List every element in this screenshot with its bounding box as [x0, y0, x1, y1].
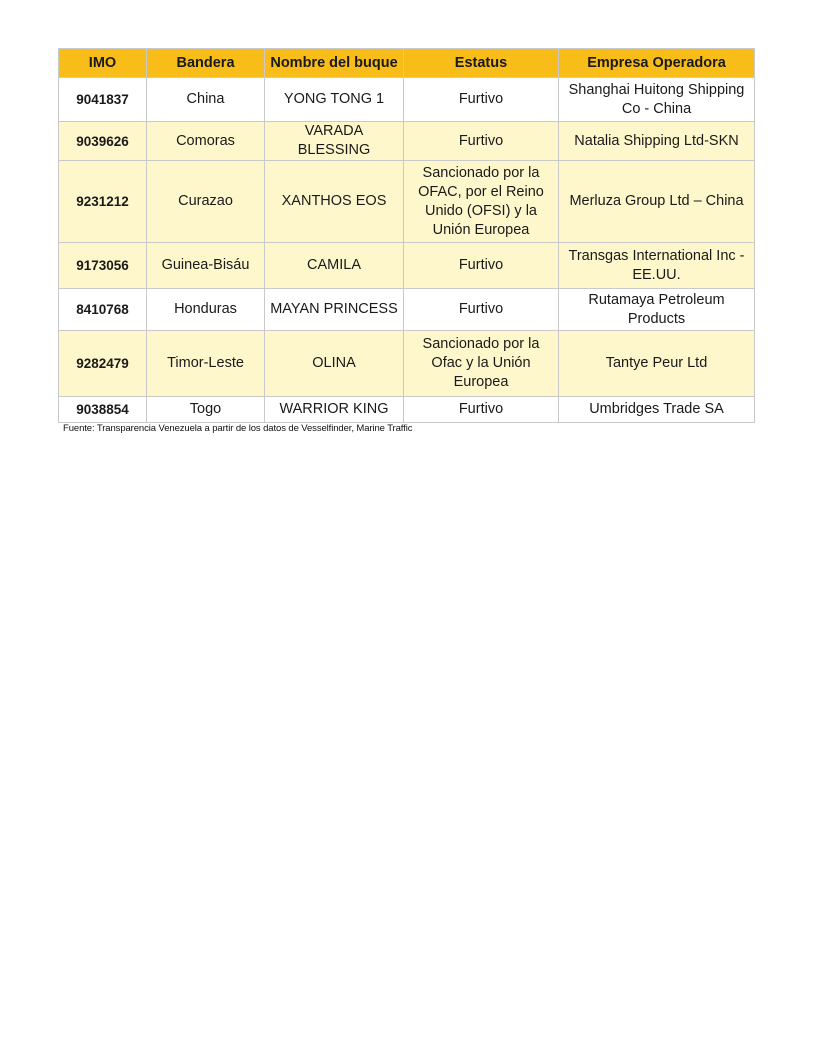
- cell-vessel-name: VARADA BLESSING: [265, 122, 404, 161]
- source-note: Fuente: Transparencia Venezuela a partir de los datos de Vesselfinder, Marine Traffic: [63, 423, 413, 434]
- cell-flag: Togo: [147, 397, 265, 423]
- cell-vessel-name: MAYAN PRINCESS: [265, 289, 404, 331]
- cell-status: Sancionado por la Ofac y la Unión Europea: [404, 331, 559, 397]
- cell-company: Shanghai Huitong Shipping Co - China: [559, 78, 755, 122]
- cell-company: Transgas International Inc - EE.UU.: [559, 243, 755, 289]
- cell-imo: 9173056: [59, 243, 147, 289]
- vessels-table: [58, 48, 755, 423]
- cell-status: Furtivo: [404, 78, 559, 122]
- cell-flag: Guinea-Bisáu: [147, 243, 265, 289]
- cell-imo: 9039626: [59, 122, 147, 161]
- cell-vessel-name: XANTHOS EOS: [265, 161, 404, 243]
- cell-flag: Honduras: [147, 289, 265, 331]
- header-status: Estatus: [404, 49, 559, 78]
- cell-status: Furtivo: [404, 243, 559, 289]
- cell-status: Sancionado por la OFAC, por el Reino Unido (OFSI) y la Unión Europea: [404, 161, 559, 243]
- table-row: [59, 331, 755, 397]
- cell-imo: 9038854: [59, 397, 147, 423]
- cell-company: Tantye Peur Ltd: [559, 331, 755, 397]
- cell-vessel-name: YONG TONG 1: [265, 78, 404, 122]
- cell-imo: 9041837: [59, 78, 147, 122]
- cell-company: Rutamaya Petroleum Products: [559, 289, 755, 331]
- table-row: [59, 122, 755, 161]
- cell-status: Furtivo: [404, 122, 559, 161]
- table-row: [59, 78, 755, 122]
- cell-vessel-name: OLINA: [265, 331, 404, 397]
- cell-status: Furtivo: [404, 397, 559, 423]
- cell-company: Merluza Group Ltd – China: [559, 161, 755, 243]
- header-imo: IMO: [59, 49, 147, 78]
- header-vessel-name: Nombre del buque: [265, 49, 404, 78]
- cell-flag: Curazao: [147, 161, 265, 243]
- cell-imo: 9282479: [59, 331, 147, 397]
- cell-company: Natalia Shipping Ltd-SKN: [559, 122, 755, 161]
- cell-company: Umbridges Trade SA: [559, 397, 755, 423]
- cell-vessel-name: CAMILA: [265, 243, 404, 289]
- table-row: [59, 289, 755, 331]
- cell-status: Furtivo: [404, 289, 559, 331]
- table-row: [59, 161, 755, 243]
- table-header-row: [59, 49, 755, 78]
- cell-imo: 9231212: [59, 161, 147, 243]
- table-row: [59, 397, 755, 423]
- cell-flag: China: [147, 78, 265, 122]
- header-company: Empresa Operadora: [559, 49, 755, 78]
- table-row: [59, 243, 755, 289]
- header-flag: Bandera: [147, 49, 265, 78]
- cell-flag: Comoras: [147, 122, 265, 161]
- cell-vessel-name: WARRIOR KING: [265, 397, 404, 423]
- cell-flag: Timor-Leste: [147, 331, 265, 397]
- cell-imo: 8410768: [59, 289, 147, 331]
